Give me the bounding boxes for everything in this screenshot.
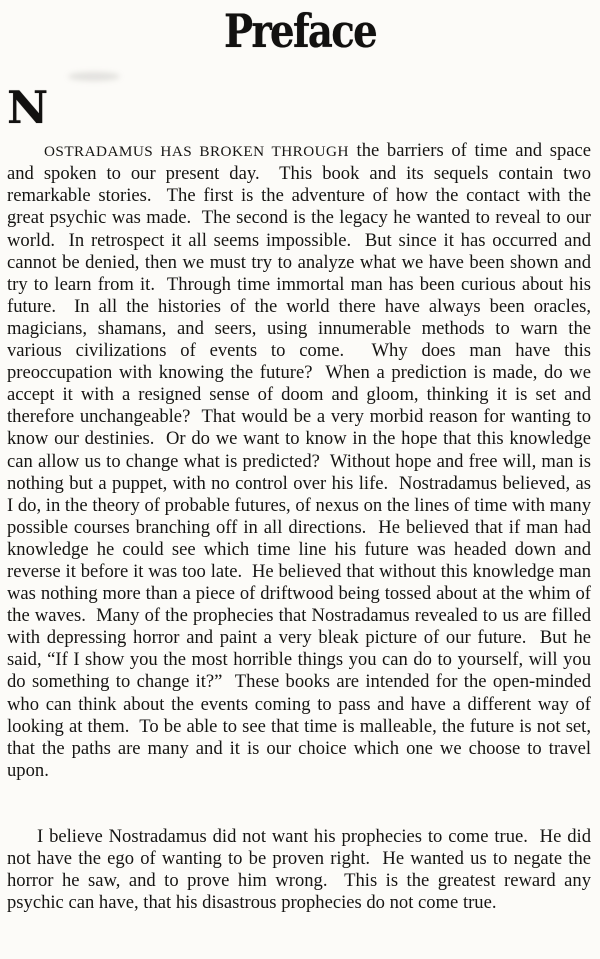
dropcap-spacer <box>7 140 44 159</box>
scan-smudge <box>68 72 120 81</box>
dropcap-letter: N <box>7 81 48 134</box>
paragraph-2 <box>7 826 596 914</box>
preface-body <box>7 96 596 959</box>
paragraph-1-text: the barriers of time and space and spoken to our present day. This book and its sequels contain two remarkable stories. The first is the adventure of how the contact with the great psychic was made. The second is the legacy he wanted to reveal to our world. In retrospect it all seems impossible. But since it has occurred and cannot be denied, then we must try to analyze what we have been shown and try to learn from it. Through time immortal man has been curious about his future. In all the histories of the world there have always been oracles, magicians, shamans, and seers, using innumerable methods to warn the various civilizations of events to come. Why does man have this preoccupation with knowing the future? When a prediction is made, do we accept it with a resigned sense of doom and gloom, thinking it is set and therefore unchangeable? That would be a very morbid reason for wanting to know our destinies. Or do we want to know in the hope that this knowledge can allow us to change what is predicted? Without hope and free will, man is nothing but a puppet, with no control over his life. Nostradamus believed, as I do, in the theory of probable futures, of nexus on the lines of time with many possible courses branching off in all directions. He believed that if man had knowledge he could see which time line his future was headed down and reverse it before it was too late. He believed that without this knowledge man was nothing more than a piece of driftwood being tossed about at the whim of the waves. Many of the prophecies that Nostradamus revealed to us are filled with depressing horror and paint a very bleak picture of our future. But he said, “If I show you the most horrible things you can do to yourself, will you do something to change it?” These books are intended for the open-minded who can think about the events coming to pass and have a different way of looking at them. To be able to see that time is malleable, the future is not set, that the paths are many and it is our choice which one we choose to travel upon. <box>7 140 596 781</box>
paragraph-2-text: I believe Nostradamus did not want his prophecies to come true. He did not have the ego of wanting to be proven right. He wanted us to negate the horror he saw, and to prove him wrong. This is the greatest reward any psychic can have, that his disastrous prophecies do not come true. <box>7 826 596 914</box>
page-title: Preface <box>223 4 377 58</box>
lead-smallcaps-text: OSTRADAMUS HAS BROKEN THROUGH <box>44 143 349 161</box>
paragraph-1 <box>7 140 596 782</box>
